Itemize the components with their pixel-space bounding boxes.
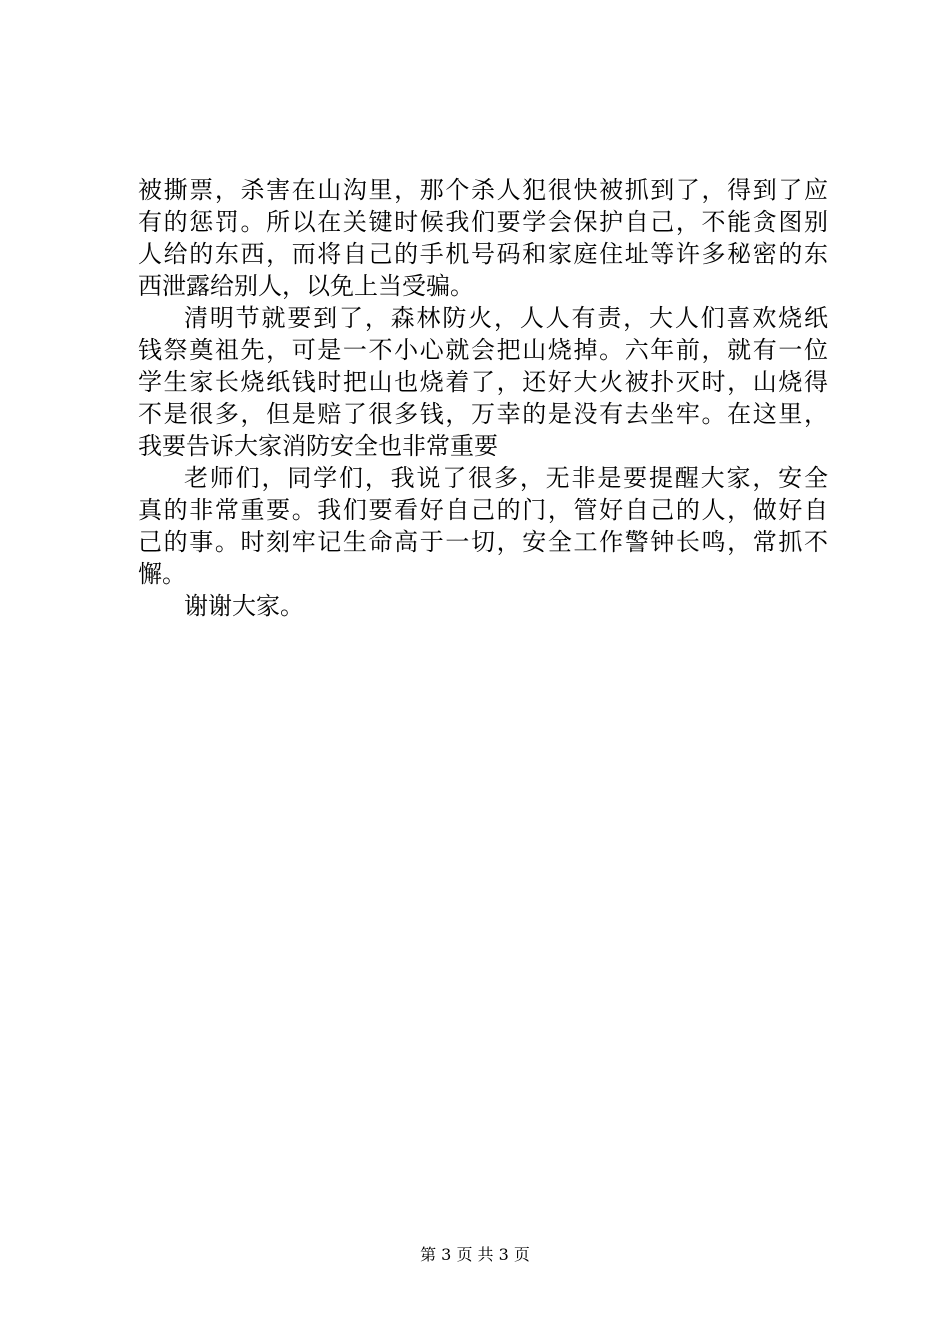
text-line: 不是很多，但是赔了很多钱，万幸的是没有去坐牢。在这里， <box>138 400 828 428</box>
paragraph-1 <box>138 174 828 302</box>
paragraph-2 <box>138 302 828 462</box>
text-line: 有的惩罚。所以在关键时候我们要学会保护自己，不能贪图别 <box>138 208 828 236</box>
paragraph-4 <box>138 590 828 622</box>
text-line: 己的事。时刻牢记生命高于一切，安全工作警钟长鸣，常抓不 <box>138 528 828 556</box>
text-line: 被撕票，杀害在山沟里，那个杀人犯很快被抓到了，得到了应 <box>138 176 828 204</box>
text-line: 我要告诉大家消防安全也非常重要 <box>138 432 498 460</box>
paragraph-3 <box>138 462 828 590</box>
page-footer: 第 3 页 共 3 页 <box>420 1245 530 1264</box>
text-line: 西泄露给别人，以免上当受骗。 <box>138 272 474 300</box>
text-line: 谢谢大家。 <box>184 592 304 620</box>
text-line: 懈。 <box>138 560 186 588</box>
text-line: 人给的东西，而将自己的手机号码和家庭住址等许多秘密的东 <box>138 240 828 268</box>
text-line: 老师们，同学们，我说了很多，无非是要提醒大家，安全 <box>184 464 828 492</box>
text-line: 清明节就要到了，森林防火，人人有责，大人们喜欢烧纸 <box>184 304 828 332</box>
text-line: 学生家长烧纸钱时把山也烧着了，还好大火被扑灭时，山烧得 <box>138 368 828 396</box>
body-text <box>138 174 828 622</box>
text-line: 真的非常重要。我们要看好自己的门，管好自己的人，做好自 <box>138 496 828 524</box>
text-line: 钱祭奠祖先，可是一不小心就会把山烧掉。六年前，就有一位 <box>138 336 828 364</box>
